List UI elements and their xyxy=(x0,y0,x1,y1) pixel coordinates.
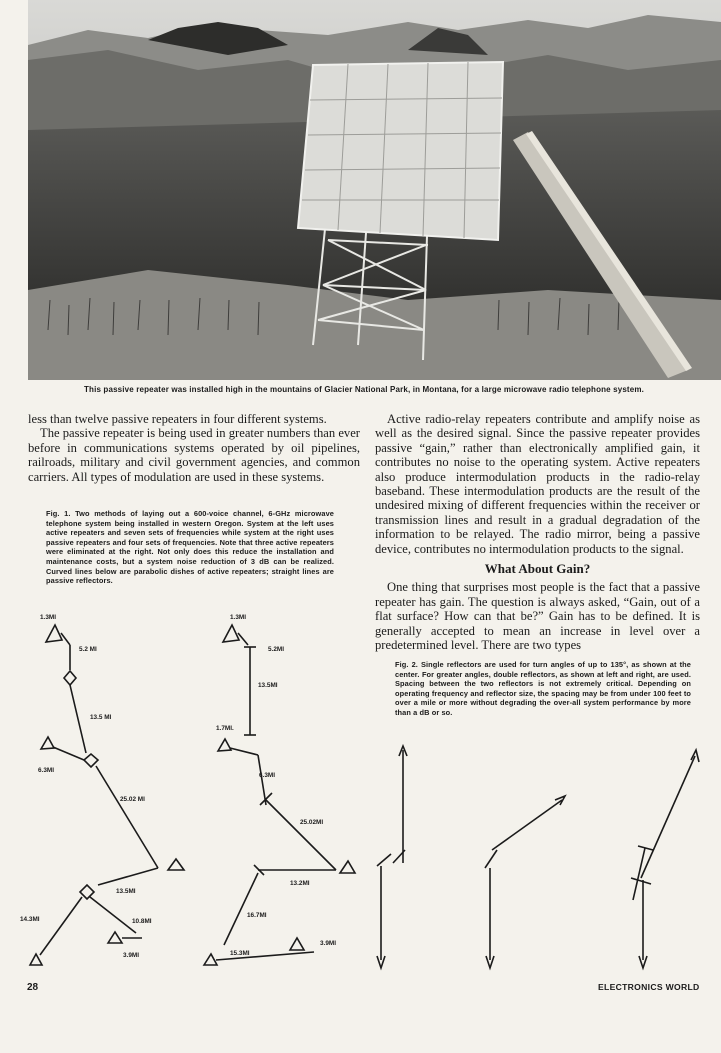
terminal-triangle xyxy=(46,625,62,642)
distance-label: 6.3MI xyxy=(38,767,54,774)
terminal-triangle xyxy=(30,954,42,965)
figure-2-caption: Fig. 2. Single reflectors are used for turn angles of up to 135°, as shown at the center. For greater angles, double reflectors, as shown at left and right, are used. Spacing between the two reflectors is not extremely critical. Depending on operating frequency and reflector size, the spacing may be from under 100 feet to over a mile or more without degrading the over-all system performance by more than a dB or so. xyxy=(395,660,691,717)
distance-label: 10.8MI xyxy=(132,918,152,925)
distance-label: 5.2MI xyxy=(268,646,284,653)
distance-label: 25.02 MI xyxy=(120,796,145,803)
photo-caption: This passive repeater was installed high in the mountains of Glacier National Park, in Montana, for a large microwave radio telephone system. xyxy=(84,385,644,394)
active-repeater xyxy=(80,885,94,899)
left-column xyxy=(28,412,360,484)
distance-label: 25.02MI xyxy=(300,819,324,826)
active-repeater xyxy=(64,671,76,685)
distance-label: 13.5 MI xyxy=(90,714,112,721)
distance-label: 6.3MI xyxy=(259,772,275,779)
terminal-triangle xyxy=(223,625,239,642)
right-paragraph-2: One thing that surprises most people is the fact that a passive repeater has gain. The question is always asked, “Gain, out of a flat surface? How can that be?” Gain has to be defined. It is generally accepted to mean an increase in level over a predetermined level. There are two types xyxy=(375,580,700,653)
left-paragraph-2: The passive repeater is being used in greater numbers than ever before in communications systems operated by oil pipelines, railroads, military and civil government agencies, and common carriers. All types of modulation are used in these systems. xyxy=(28,426,360,484)
right-column xyxy=(375,412,700,653)
distance-label: 16.7MI xyxy=(247,912,267,919)
distance-label: 13.5MI xyxy=(258,682,278,689)
distance-label: 13.5MI xyxy=(116,888,136,895)
figure-1-diagram xyxy=(18,605,358,975)
distance-label: 15.3MI xyxy=(230,950,250,957)
right-paragraph-1: Active radio-relay repeaters contribute and amplify noise as well as the desired signal. Since the passive repeater provides passive “gain,” rather than electronically amplified gain, it contributes no noise to the operating system. Active repeaters also produce intermodulation products in the radio-relay baseband. These intermodulation products are the result of the undesired mixing of different frequencies within the receiver or transmission lines and result in a gradual degradation of the information to be relayed. The radio mirror, being a passive device, contributes no intermodulation products to the signal. xyxy=(375,412,700,556)
section-heading: What About Gain? xyxy=(484,561,591,577)
publication-name: ELECTRONICS WORLD xyxy=(598,982,700,992)
distance-label: 1.3MI xyxy=(230,614,246,621)
figure-1-caption: Fig. 1. Two methods of laying out a 600-voice channel, 6-GHz microwave telephone system being installed in western Oregon. System at the left uses active repeaters and seven sets of frequencies while system at the right uses passive repeaters and four sets of frequencies. Note that three active repeaters were eliminated at the right. Not only does this reduce the installation and maintenance costs, but a system noise reduction of 3 dB can be realized. Curved lines below are parabolic dishes of active repeaters; straight lines are passive reflectors. xyxy=(46,509,334,586)
distance-label: 5.2 MI xyxy=(79,646,97,653)
distance-label: 13.2MI xyxy=(290,880,310,887)
terminal-triangle xyxy=(41,737,54,749)
mountain-scene-image xyxy=(28,0,721,380)
terminal-triangle xyxy=(290,938,304,950)
distance-label: 14.3MI xyxy=(20,916,40,923)
figure-2-diagram xyxy=(365,738,705,978)
distance-label: 3.9MI xyxy=(123,952,139,959)
active-repeater xyxy=(84,754,98,767)
terminal-triangle xyxy=(340,861,355,873)
terminal-triangle xyxy=(108,932,122,943)
repeater-photo xyxy=(28,0,721,380)
distance-label: 3.9MI xyxy=(320,940,336,947)
terminal-triangle xyxy=(168,859,184,870)
distance-label: 1.3MI xyxy=(40,614,56,621)
left-paragraph-1: less than twelve passive repeaters in four different systems. xyxy=(28,412,327,426)
terminal-triangle xyxy=(204,954,217,965)
terminal-triangle xyxy=(218,739,231,751)
distance-label: 1.7MI. xyxy=(216,725,234,732)
page-number: 28 xyxy=(27,982,39,993)
